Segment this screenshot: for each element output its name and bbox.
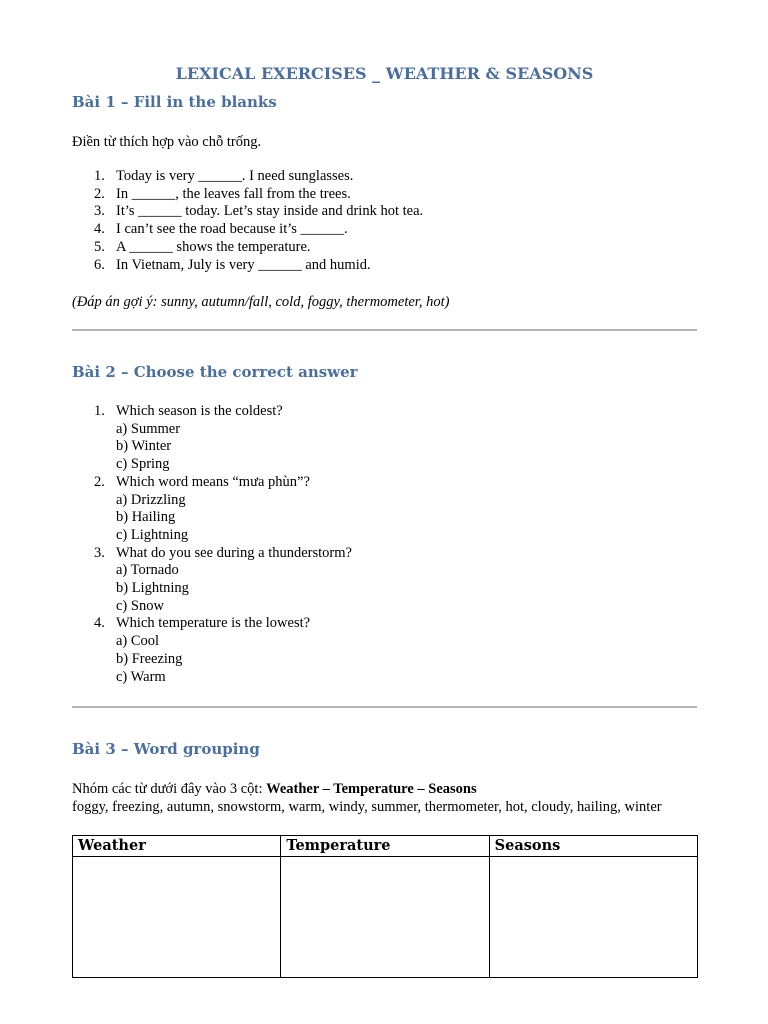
document-title: LEXICAL EXERCISES _ WEATHER & SEASONS: [175, 64, 594, 83]
list-item: 3. What do you see during a thunderstorm? a) Tornado b) Lightning c) Snow: [94, 544, 352, 614]
answer-option: a) Cool: [116, 633, 160, 650]
list-item: 1. Which season is the coldest? a) Summer b) Winter c) Spring: [72, 403, 352, 474]
list-item: 2. Which word means “mưa phùn”? a) Drizzling b) Hailing c) Lightning: [72, 474, 352, 545]
answer-option: a) Drizzling: [116, 491, 186, 508]
word-grouping-table: [72, 835, 698, 978]
column-header-temperature: Temperature: [281, 836, 489, 857]
question-text: Which season is the coldest?: [116, 403, 283, 419]
answer-option: c) Snow: [116, 597, 164, 614]
ex1-heading: Bài 1 – Fill in the blanks: [72, 93, 277, 111]
answer-option: a) Tornado: [116, 562, 179, 579]
answer-option: b) Winter: [116, 438, 172, 455]
answer-option: a) Summer: [116, 420, 181, 437]
answer-option: c) Spring: [116, 456, 170, 473]
column-names: Weather – Temperature – Seasons: [266, 781, 477, 797]
ex1-list: [72, 168, 423, 274]
table-cell-weather: [73, 857, 281, 978]
column-header-weather: Weather: [73, 836, 281, 857]
answer-option: c) Lightning: [116, 526, 189, 543]
list-item: 4. Which temperature is the lowest? a) Cool b) Freezing c) Warm: [72, 615, 352, 686]
ex1-instruction: Điền từ thích hợp vào chỗ trống.: [72, 134, 262, 150]
answer-option: b) Freezing: [116, 650, 183, 667]
table-cell-temperature: [281, 857, 489, 978]
ex2-list: [72, 403, 352, 686]
question-text: What do you see during a thunderstorm?: [116, 544, 352, 561]
list-item: 4. I can’t see the road because it’s ______.: [94, 221, 348, 238]
question-text: Which word means “mưa phùn”?: [116, 473, 310, 490]
ex2-heading: Bài 2 – Choose the correct answer: [72, 363, 358, 381]
column-header-seasons: Seasons: [489, 836, 697, 857]
list-item: 1. Today is very ______. I need sunglasses.: [94, 168, 354, 184]
list-item: 5. A ______ shows the temperature.: [94, 238, 311, 255]
question-text: Which temperature is the lowest?: [116, 615, 311, 632]
list-item: 6. In Vietnam, July is very ______ and humid.: [94, 256, 371, 273]
ex1-answers: (Đáp án gợi ý: sunny, autumn/fall, cold, foggy, thermometer, hot): [72, 294, 450, 310]
section-divider: [72, 329, 697, 331]
table-cell-seasons: [489, 857, 697, 978]
list-item: 2. In ______, the leaves fall from the trees.: [94, 185, 351, 202]
section-divider: [72, 706, 697, 708]
answer-option: b) Lightning: [116, 580, 189, 597]
ex3-instruction: Nhóm các từ dưới đây vào 3 cột: Weather – Temperature – Seasons: [72, 781, 477, 797]
ex3-word-list: foggy, freezing, autumn, snowstorm, warm, windy, summer, thermometer, hot, cloudy, hailing, winter: [72, 799, 662, 815]
ex3-heading: Bài 3 – Word grouping: [72, 740, 260, 758]
answer-option: c) Warm: [116, 668, 166, 685]
list-item: 3. It’s ______ today. Let’s stay inside and drink hot tea.: [94, 203, 424, 220]
answer-option: b) Hailing: [116, 509, 176, 526]
